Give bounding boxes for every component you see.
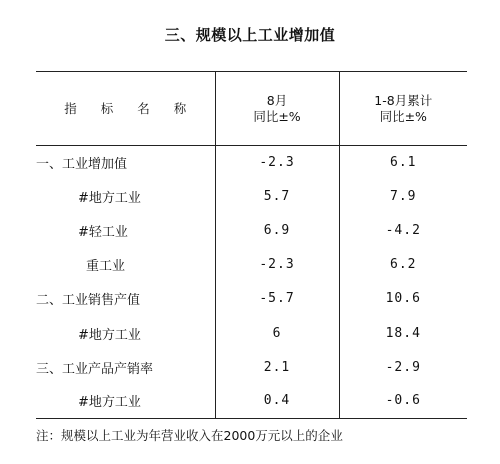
table-row xyxy=(36,180,467,214)
header-cumulative-label: 1-8月累计 xyxy=(374,92,433,108)
header-cumulative-yoy xyxy=(339,72,467,146)
cumulative-value: 6.2 xyxy=(339,248,467,282)
month-value: 6 xyxy=(215,316,339,350)
table-row xyxy=(36,248,467,282)
cumulative-value: -4.2 xyxy=(339,214,467,248)
table-header-row xyxy=(36,72,467,146)
footnote: 注：规模以上工业为年营业收入在2000万元以上的企业 xyxy=(36,428,343,443)
row-label: #地方工业 xyxy=(78,191,141,207)
row-label: 三、工业产品产销率 xyxy=(36,361,154,377)
row-label: #地方工业 xyxy=(36,384,215,418)
table-row xyxy=(36,214,467,248)
month-value: 2.1 xyxy=(215,350,339,384)
cumulative-value: 7.9 xyxy=(339,180,467,214)
header-cumulative-yoy-label: 同比±% xyxy=(379,108,427,124)
row-label: #地方工业 xyxy=(78,327,141,343)
month-value: 6.9 xyxy=(215,214,339,248)
header-month-yoy-label: 同比±% xyxy=(253,108,301,124)
table-row xyxy=(36,282,467,316)
row-label: #轻工业 xyxy=(78,225,128,241)
header-month-yoy xyxy=(215,72,339,146)
table-row xyxy=(36,146,467,180)
table-row xyxy=(36,384,467,418)
month-value: -2.3 xyxy=(215,146,339,180)
month-value: -5.7 xyxy=(215,282,339,316)
cumulative-value: -0.6 xyxy=(339,384,467,418)
cumulative-value: 10.6 xyxy=(339,282,467,316)
cumulative-value: -2.9 xyxy=(339,350,467,384)
row-label: 二、工业销售产值 xyxy=(36,293,141,309)
month-value: 5.7 xyxy=(215,180,339,214)
table-row xyxy=(36,350,467,384)
month-value: -2.3 xyxy=(215,248,339,282)
month-value: 0.4 xyxy=(215,384,339,418)
header-indicator-name: 指 标 名 称 xyxy=(36,72,215,146)
row-label: 重工业 xyxy=(86,259,126,275)
page-title: 三、规模以上工业增加值 xyxy=(164,26,336,44)
cumulative-value: 6.1 xyxy=(339,146,467,180)
table-row xyxy=(36,316,467,350)
row-label: 一、工业增加值 xyxy=(36,157,128,173)
cumulative-value: 18.4 xyxy=(339,316,467,350)
header-month-label: 8月 xyxy=(266,92,288,108)
statistics-table xyxy=(36,71,467,419)
